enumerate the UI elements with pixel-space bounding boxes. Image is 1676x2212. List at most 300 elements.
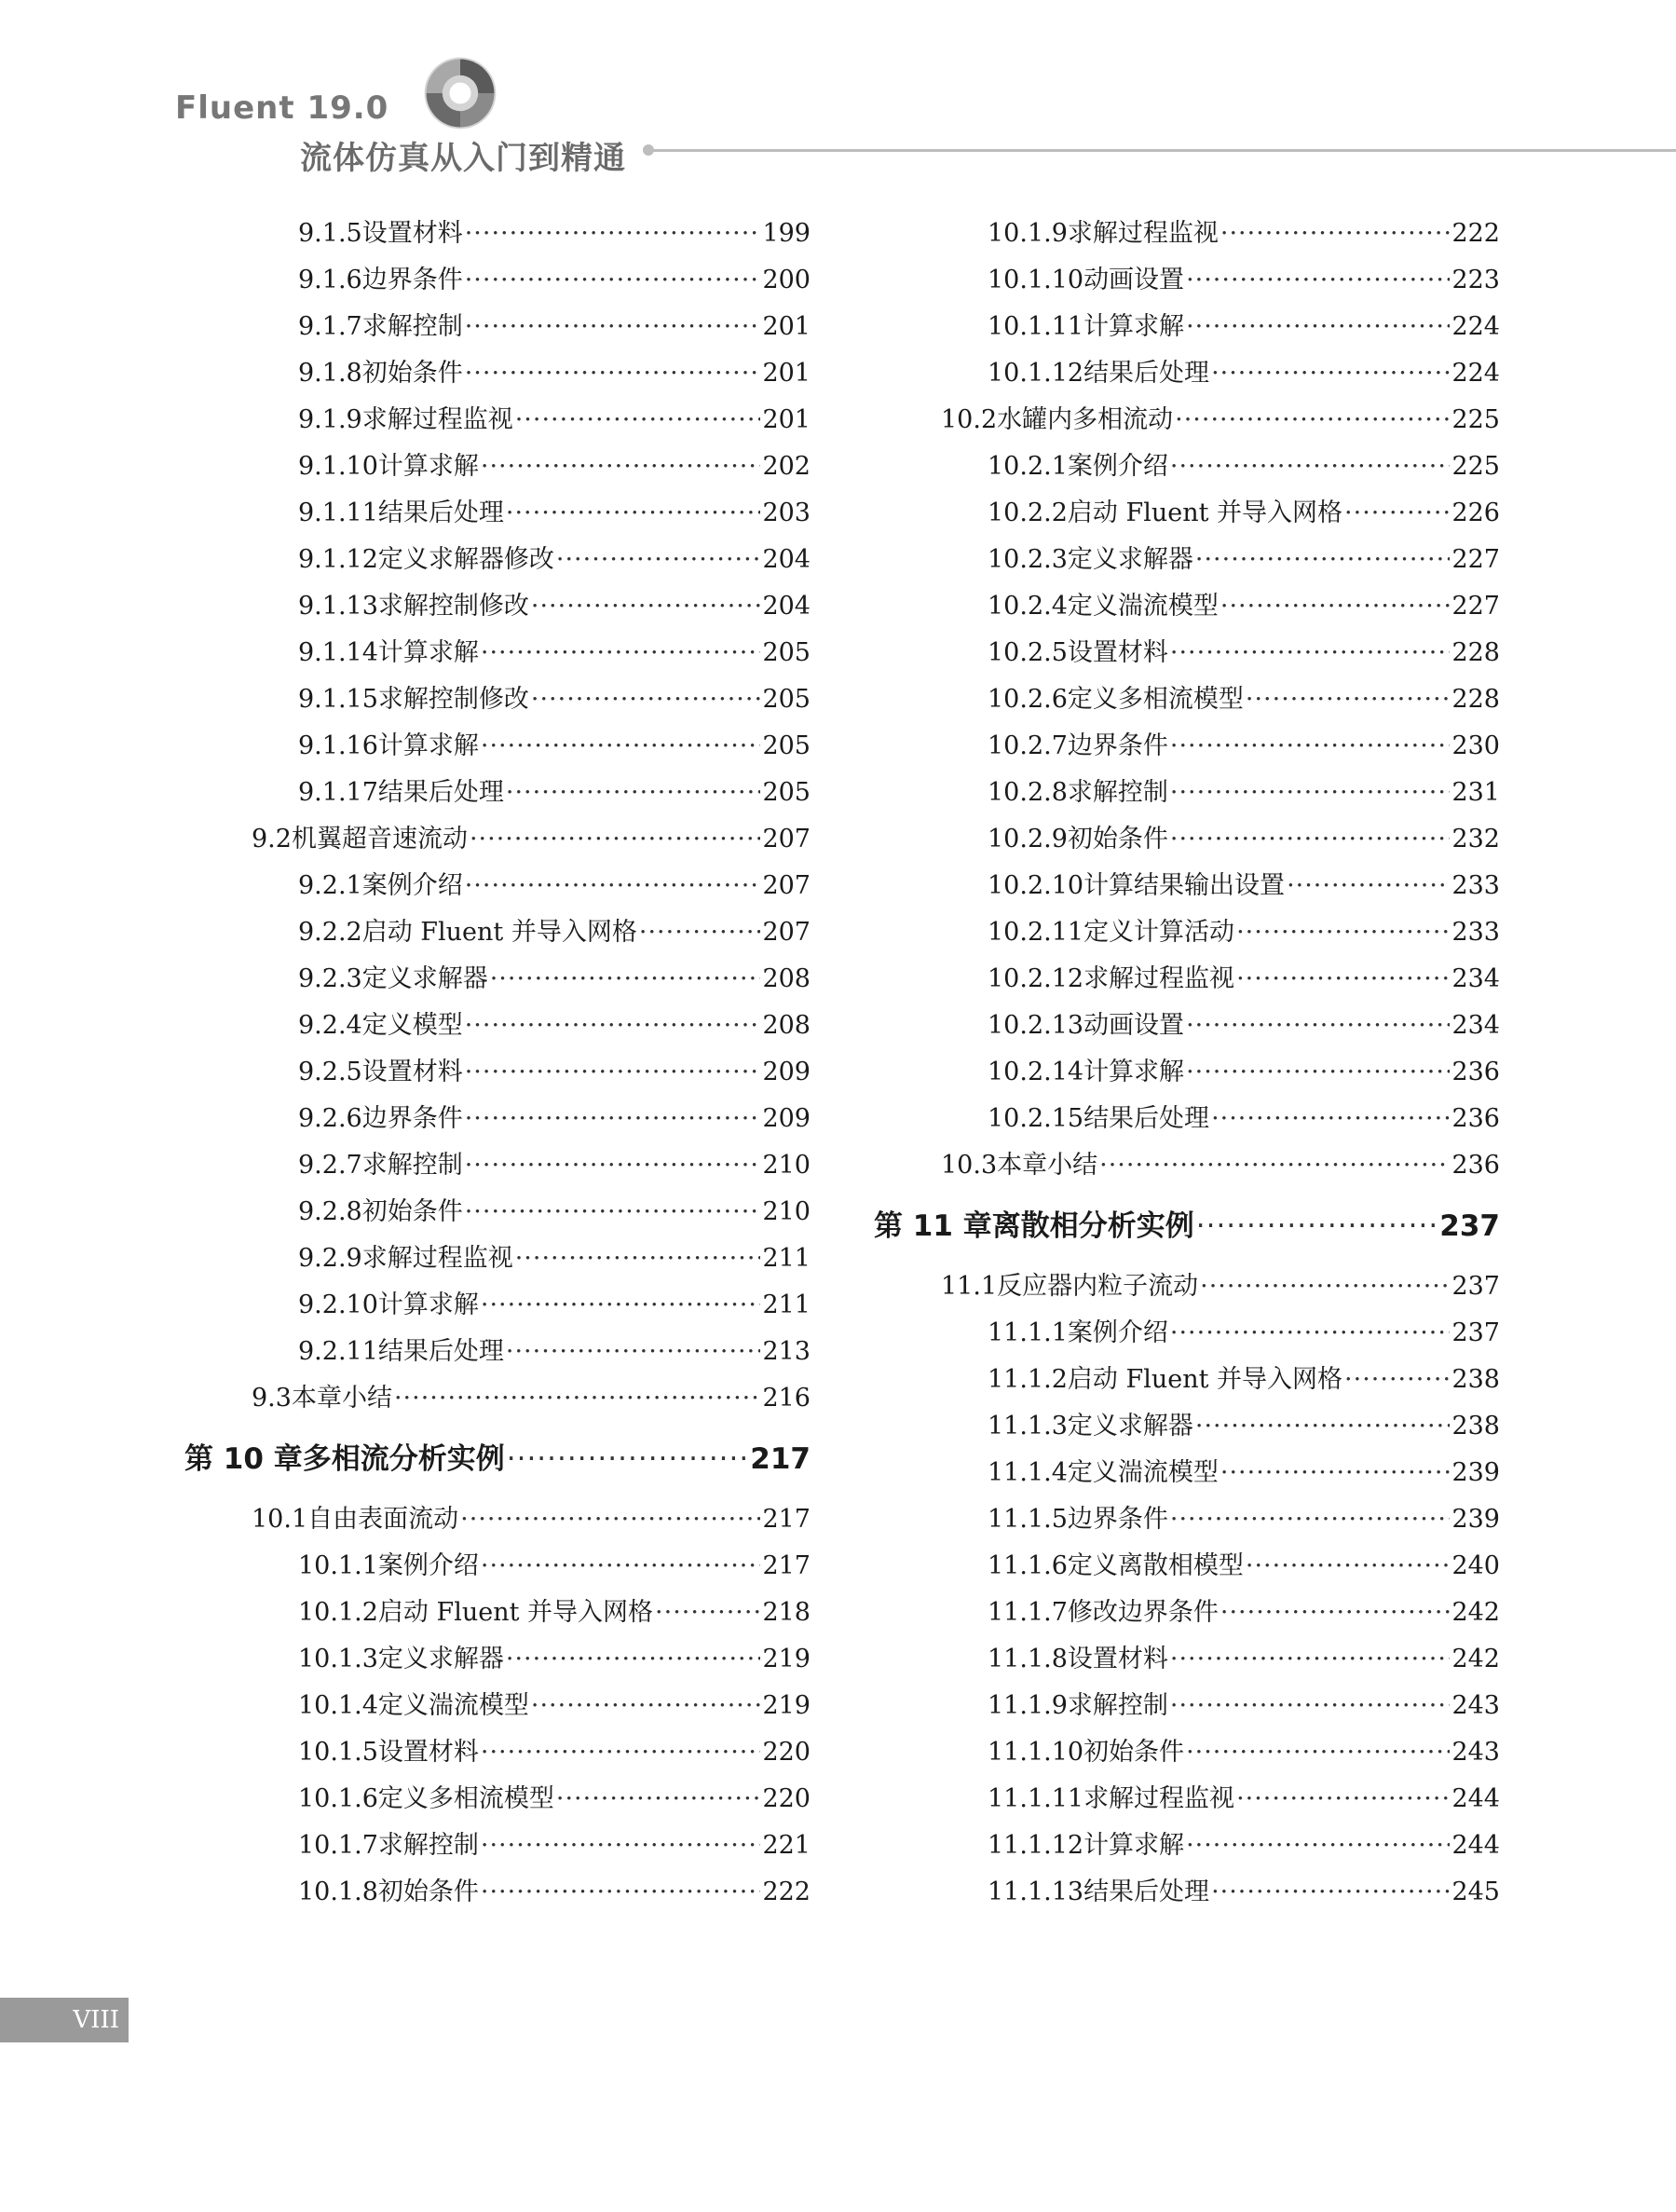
toc-entry-title: 初始条件: [1083, 1738, 1185, 1767]
toc-entry-title: 初始条件: [1067, 825, 1168, 853]
toc-subsection-entry: [857, 1823, 1500, 1869]
toc-entry-number: 9.2.1: [298, 871, 362, 900]
toc-entry-number: 9.2.3: [298, 964, 362, 993]
toc-section-entry: [168, 816, 811, 863]
toc-subsection-entry: [168, 909, 811, 956]
toc-subsection-entry: [857, 490, 1500, 537]
toc-leader-dots: [465, 257, 761, 304]
toc-entry-page: 239: [1451, 1458, 1500, 1487]
toc-entry-number: 9.2.6: [298, 1104, 362, 1133]
toc-subsection-entry: [857, 583, 1500, 630]
toc-subsection-entry: [168, 211, 811, 257]
toc-entry-page: 204: [762, 592, 811, 621]
toc-subsection-entry: [857, 770, 1500, 816]
toc-entry-page: 202: [762, 452, 811, 481]
toc-entry-page: 222: [762, 1877, 811, 1906]
toc-leader-dots: [556, 1776, 761, 1823]
toc-entry-number: 10.2.11: [988, 918, 1084, 947]
toc-entry-page: 205: [762, 638, 811, 667]
toc-leader-dots: [470, 816, 761, 863]
toc-entry-number: 10.3: [941, 1151, 998, 1180]
toc-entry-title: 本章小结: [291, 1384, 392, 1413]
toc-leader-dots: [481, 1869, 761, 1916]
toc-entry-page: 236: [1451, 1151, 1500, 1180]
toc-leader-dots: [655, 1590, 760, 1636]
toc-entry-number: 10.1: [252, 1505, 308, 1534]
toc-entry-number: 11.1.10: [988, 1738, 1084, 1767]
toc-entry-number: 10.1.4: [298, 1691, 378, 1720]
toc-entry-title: 结果后处理: [1083, 1877, 1210, 1906]
toc-leader-dots: [465, 1096, 761, 1142]
toc-leader-dots: [465, 350, 761, 397]
toc-entry-title: 结果后处理: [1083, 1104, 1210, 1133]
toc-entry-page: 219: [762, 1691, 811, 1720]
toc-entry-page: 227: [1451, 545, 1500, 574]
toc-entry-number: 11.1.6: [988, 1551, 1068, 1580]
toc-leader-dots: [490, 956, 761, 1003]
toc-subsection-entry: [857, 676, 1500, 723]
toc-subsection-entry: [857, 350, 1500, 397]
toc-entry-page: 228: [1451, 685, 1500, 714]
toc-entry-number: 11.1.12: [988, 1831, 1084, 1860]
toc-entry-number: 10.2.13: [988, 1011, 1084, 1040]
toc-subsection-entry: [857, 909, 1500, 956]
toc-entry-number: 10.2: [941, 405, 998, 434]
toc-entry-number: 11.1.9: [988, 1691, 1068, 1720]
toc-entry-number: 10.2.10: [988, 871, 1084, 900]
toc-subsection-entry: [857, 816, 1500, 863]
toc-entry-title: 机翼超音速流动: [291, 825, 468, 853]
toc-chapter-entry: [857, 1189, 1500, 1263]
toc-leader-dots: [1344, 490, 1450, 537]
toc-entry-number: 9.2.5: [298, 1058, 362, 1086]
toc-entry-number: 10.1.3: [298, 1645, 378, 1673]
toc-entry-number: 10.2.12: [988, 964, 1084, 993]
toc-entry-title: 自由表面流动: [307, 1505, 459, 1534]
toc-entry-number: 10.2.6: [988, 685, 1068, 714]
toc-entry-number: 9.1.7: [298, 312, 362, 341]
toc-subsection-entry: [857, 1683, 1500, 1729]
page-header: [0, 0, 1676, 196]
toc-entry-title: 计算求解: [377, 731, 479, 760]
toc-entry-number: 11.1: [941, 1272, 998, 1301]
toc-chapter-entry: [168, 1422, 811, 1496]
toc-entry-number: 10.2.7: [988, 731, 1068, 760]
toc-subsection-entry: [168, 1636, 811, 1683]
toc-entry-number: 10.1.8: [298, 1877, 378, 1906]
toc-leader-dots: [1236, 1776, 1450, 1823]
toc-subsection-entry: [168, 304, 811, 350]
toc-entry-number: 10.2.4: [988, 592, 1068, 621]
toc-entry-title: 计算求解: [1083, 1058, 1185, 1086]
toc-entry-title: 边界条件: [361, 1104, 463, 1133]
toc-entry-page: 237: [1451, 1272, 1500, 1301]
toc-entry-number: 9.1.11: [298, 498, 378, 527]
toc-leader-dots: [531, 583, 761, 630]
toc-entry-title: 求解控制: [1067, 1691, 1168, 1720]
toc-leader-dots: [465, 304, 761, 350]
toc-subsection-entry: [168, 1096, 811, 1142]
toc-entry-page: 205: [762, 731, 811, 760]
toc-entry-title: 计算求解: [1083, 1831, 1185, 1860]
toc-leader-dots: [1220, 583, 1451, 630]
toc-entry-title: 案例介绍: [1067, 1318, 1168, 1347]
toc-entry-page: 238: [1451, 1412, 1500, 1441]
toc-entry-number: 9.1.6: [298, 266, 362, 294]
toc-leader-dots: [460, 1496, 760, 1543]
toc-leader-dots: [465, 863, 761, 909]
toc-leader-dots: [394, 1375, 761, 1422]
toc-entry-title: 定义求解器: [1067, 545, 1193, 574]
toc-subsection-entry: [857, 1357, 1500, 1403]
toc-entry-page: 240: [1451, 1551, 1500, 1580]
toc-entry-title: 水罐内多相流动: [997, 405, 1174, 434]
toc-entry-number: 10.1.5: [298, 1738, 378, 1767]
toc-leader-dots: [1186, 1049, 1450, 1096]
toc-entry-number: 10.2.3: [988, 545, 1068, 574]
toc-entry-number: 9.1.12: [298, 545, 378, 574]
toc-entry-title: 定义多相流模型: [1067, 685, 1244, 714]
toc-subsection-entry: [168, 1003, 811, 1049]
toc-entry-title: 案例介绍: [361, 871, 463, 900]
toc-leader-dots: [515, 397, 761, 444]
toc-entry-page: 242: [1451, 1598, 1500, 1627]
toc-entry-page: 213: [762, 1337, 811, 1366]
toc-subsection-entry: [857, 444, 1500, 490]
toc-subsection-entry: [168, 583, 811, 630]
toc-entry-number: 9.2.8: [298, 1197, 362, 1226]
toc-subsection-entry: [168, 1590, 811, 1636]
toc-leader-dots: [1211, 1096, 1450, 1142]
toc-leader-dots: [639, 909, 761, 956]
toc-entry-number: 11.1.2: [988, 1365, 1068, 1394]
toc-entry-title: 计算求解: [377, 1290, 479, 1319]
toc-entry-page: 209: [762, 1058, 811, 1086]
toc-entry-page: 217: [762, 1551, 811, 1580]
toc-entry-page: 207: [762, 871, 811, 900]
toc-entry-title: 初始条件: [377, 1877, 479, 1906]
toc-subsection-entry: [857, 1403, 1500, 1450]
toc-subsection-entry: [168, 863, 811, 909]
toc-entry-page: 217: [750, 1442, 811, 1476]
toc-subsection-entry: [168, 1543, 811, 1590]
toc-entry-page: 204: [762, 545, 811, 574]
toc-entry-page: 205: [762, 778, 811, 807]
toc-entry-title: 动画设置: [1083, 266, 1185, 294]
toc-leader-dots: [1170, 630, 1451, 676]
toc-entry-page: 220: [762, 1784, 811, 1813]
toc-entry-number: 10.1.11: [988, 312, 1084, 341]
toc-entry-page: 234: [1451, 1011, 1500, 1040]
toc-entry-title: 设置材料: [361, 1058, 463, 1086]
toc-section-entry: [857, 397, 1500, 444]
toc-entry-page: 225: [1451, 452, 1500, 481]
toc-entry-page: 244: [1451, 1831, 1500, 1860]
toc-entry-title: 求解过程监视: [1067, 219, 1219, 248]
toc-subsection-entry: [168, 676, 811, 723]
toc-entry-title: 求解过程监视: [361, 1244, 513, 1273]
toc-entry-page: 223: [1451, 266, 1500, 294]
toc-entry-page: 207: [762, 918, 811, 947]
toc-entry-title: 案例介绍: [377, 1551, 479, 1580]
toc-entry-page: 231: [1451, 778, 1500, 807]
toc-section-entry: [168, 1496, 811, 1543]
toc-subsection-entry: [168, 630, 811, 676]
toc-entry-page: 208: [762, 964, 811, 993]
book-subtitle: 流体仿真从入门到精通: [300, 140, 626, 177]
toc-subsection-entry: [857, 1776, 1500, 1823]
toc-entry-page: 203: [762, 498, 811, 527]
toc-leader-dots: [481, 1282, 761, 1329]
toc-entry-title: 定义求解器修改: [377, 545, 554, 574]
toc-entry-page: 227: [1451, 592, 1500, 621]
toc-entry-title: 求解控制修改: [377, 592, 529, 621]
toc-entry-page: 207: [762, 825, 811, 853]
toc-entry-title: 定义模型: [361, 1011, 463, 1040]
toc-entry-number: 9.1.9: [298, 405, 362, 434]
toc-entry-number: 9.1.10: [298, 452, 378, 481]
toc-entry-number: 10.2.15: [988, 1104, 1084, 1133]
toc-entry-number: 10.2.8: [988, 778, 1068, 807]
toc-entry-number: 10.1.6: [298, 1784, 378, 1813]
toc-entry-title: 初始条件: [361, 1197, 463, 1226]
toc-entry-title: 定义求解器: [1067, 1412, 1193, 1441]
toc-entry-page: 234: [1451, 964, 1500, 993]
toc-leader-dots: [1170, 1496, 1451, 1543]
toc-subsection-entry: [168, 257, 811, 304]
toc-leader-dots: [1236, 909, 1450, 956]
toc-entry-page: 239: [1451, 1505, 1500, 1534]
toc-entry-number: 9.2.9: [298, 1244, 362, 1273]
toc-leader-dots: [1195, 1403, 1451, 1450]
toc-entry-page: 233: [1451, 871, 1500, 900]
toc-entry-number: 10.2.2: [988, 498, 1068, 527]
toc-leader-dots: [465, 1189, 761, 1236]
toc-subsection-entry: [168, 1282, 811, 1329]
toc-entry-number: 11.1.11: [988, 1784, 1084, 1813]
toc-entry-page: 201: [762, 359, 811, 388]
toc-entry-number: 9.1.5: [298, 219, 362, 248]
toc-entry-title: 定义湍流模型: [1067, 1458, 1219, 1487]
toc-entry-page: 211: [762, 1290, 811, 1319]
toc-entry-page: 226: [1451, 498, 1500, 527]
toc-subsection-entry: [857, 1636, 1500, 1683]
toc-entry-page: 237: [1439, 1209, 1500, 1243]
toc-subsection-entry: [168, 723, 811, 770]
toc-entry-number: 9.1.15: [298, 685, 378, 714]
toc-entry-title: 求解过程监视: [1083, 964, 1235, 993]
toc-entry-page: 236: [1451, 1058, 1500, 1086]
toc-entry-page: 224: [1451, 359, 1500, 388]
toc-leader-dots: [1287, 863, 1450, 909]
toc-leader-dots: [481, 1729, 761, 1776]
toc-entry-title: 求解控制: [361, 312, 463, 341]
toc-leader-dots: [1170, 1636, 1451, 1683]
toc-entry-title: 边界条件: [1067, 731, 1168, 760]
toc-entry-number: 9.1.8: [298, 359, 362, 388]
toc-subsection-entry: [168, 956, 811, 1003]
toc-subsection-entry: [857, 1096, 1500, 1142]
toc-subsection-entry: [857, 1590, 1500, 1636]
toc-entry-number: 9.2.10: [298, 1290, 378, 1319]
toc-entry-number: 第 11 章: [874, 1209, 992, 1243]
toc-entry-number: 10.1.10: [988, 266, 1084, 294]
toc-subsection-entry: [857, 956, 1500, 1003]
toc-subsection-entry: [168, 444, 811, 490]
toc-entry-number: 第 10 章: [184, 1442, 303, 1476]
toc-leader-dots: [465, 1049, 761, 1096]
toc-subsection-entry: [857, 1049, 1500, 1096]
toc-entry-title: 定义多相流模型: [377, 1784, 554, 1813]
toc-entry-title: 结果后处理: [1083, 359, 1210, 388]
toc-entry-title: 案例介绍: [1067, 452, 1168, 481]
toc-entry-title: 反应器内粒子流动: [997, 1272, 1199, 1301]
toc-entry-number: 9.3: [252, 1384, 292, 1413]
toc-entry-number: 9.2.4: [298, 1011, 362, 1040]
toc-leader-dots: [481, 723, 761, 770]
toc-entry-title: 设置材料: [1067, 1645, 1168, 1673]
toc-leader-dots: [1170, 770, 1451, 816]
toc-leader-dots: [1220, 1450, 1451, 1496]
toc-entry-number: 10.2.14: [988, 1058, 1084, 1086]
toc-subsection-entry: [168, 1869, 811, 1916]
book-brand: Fluent 19.0: [175, 89, 389, 127]
toc-entry-page: 245: [1451, 1877, 1500, 1906]
toc-subsection-entry: [168, 537, 811, 583]
toc-entry-page: 221: [762, 1831, 811, 1860]
toc-entry-number: 11.1.4: [988, 1458, 1068, 1487]
toc-subsection-entry: [168, 350, 811, 397]
toc-leader-dots: [1344, 1357, 1450, 1403]
toc-entry-number: 10.1.2: [298, 1598, 378, 1627]
toc-subsection-entry: [168, 1189, 811, 1236]
toc-leader-dots: [1236, 956, 1450, 1003]
toc-entry-page: 224: [1451, 312, 1500, 341]
toc-entry-title: 离散相分析实例: [991, 1209, 1194, 1243]
toc-entry-title: 定义湍流模型: [1067, 592, 1219, 621]
toc-leader-dots: [481, 1823, 761, 1869]
toc-entry-page: 222: [1451, 219, 1500, 248]
toc-entry-number: 10.2.5: [988, 638, 1068, 667]
toc-leader-dots: [1220, 1590, 1451, 1636]
toc-entry-number: 10.2.9: [988, 825, 1068, 853]
toc-entry-page: 216: [762, 1384, 811, 1413]
toc-entry-number: 11.1.5: [988, 1505, 1068, 1534]
toc-subsection-entry: [857, 1450, 1500, 1496]
toc-entry-number: 11.1.1: [988, 1318, 1068, 1347]
toc-leader-dots: [1211, 1869, 1450, 1916]
toc-subsection-entry: [168, 770, 811, 816]
toc-entry-title: 计算求解: [1083, 312, 1185, 341]
toc-entry-page: 200: [762, 266, 811, 294]
toc-entry-title: 启动 Fluent 并导入网格: [1067, 498, 1343, 527]
toc-subsection-entry: [857, 1003, 1500, 1049]
toc-entry-page: 205: [762, 685, 811, 714]
toc-entry-title: 定义湍流模型: [377, 1691, 529, 1720]
toc-leader-dots: [506, 490, 761, 537]
toc-leader-dots: [481, 630, 761, 676]
toc-subsection-entry: [857, 1869, 1500, 1916]
toc-subsection-entry: [857, 1310, 1500, 1357]
toc-leader-dots: [506, 1329, 761, 1375]
toc-entry-title: 求解控制: [377, 1831, 479, 1860]
toc-entry-page: 218: [762, 1598, 811, 1627]
toc-entry-page: 237: [1451, 1318, 1500, 1347]
toc-entry-title: 启动 Fluent 并导入网格: [1067, 1365, 1343, 1394]
toc-entry-page: 211: [762, 1244, 811, 1273]
toc-subsection-entry: [857, 304, 1500, 350]
toc-entry-title: 求解过程监视: [361, 405, 513, 434]
toc-entry-title: 初始条件: [361, 359, 463, 388]
toc-entry-number: 10.1.9: [988, 219, 1068, 248]
toc-leader-dots: [1186, 1823, 1450, 1869]
toc-entry-number: 9.2: [252, 825, 292, 853]
toc-subsection-entry: [168, 1049, 811, 1096]
toc-leader-dots: [1200, 1263, 1450, 1310]
toc-subsection-entry: [168, 1729, 811, 1776]
toc-entry-title: 设置材料: [377, 1738, 479, 1767]
toc-subsection-entry: [168, 397, 811, 444]
toc-subsection-entry: [168, 1683, 811, 1729]
toc-subsection-entry: [857, 863, 1500, 909]
toc-subsection-entry: [857, 537, 1500, 583]
toc-entry-page: 232: [1451, 825, 1500, 853]
toc-entry-page: 199: [762, 219, 811, 248]
toc-entry-title: 定义求解器: [377, 1645, 504, 1673]
header-rule: [652, 149, 1676, 152]
toc-leader-dots: [465, 1003, 761, 1049]
toc-entry-title: 求解过程监视: [1083, 1784, 1235, 1813]
toc-entry-page: 210: [762, 1197, 811, 1226]
toc-subsection-entry: [857, 630, 1500, 676]
toc-subsection-entry: [857, 1543, 1500, 1590]
toc-subsection-entry: [168, 1823, 811, 1869]
toc-leader-dots: [1195, 537, 1451, 583]
toc-section-entry: [168, 1375, 811, 1422]
toc-entry-number: 9.1.13: [298, 592, 378, 621]
toc-right-column: [857, 211, 1500, 1916]
toc-entry-title: 启动 Fluent 并导入网格: [361, 918, 637, 947]
toc-entry-title: 边界条件: [1067, 1505, 1168, 1534]
toc-entry-page: 242: [1451, 1645, 1500, 1673]
toc-entry-number: 10.1.7: [298, 1831, 378, 1860]
toc-leader-dots: [506, 770, 761, 816]
swirl-logo-icon: [416, 48, 505, 138]
toc-leader-dots: [531, 676, 761, 723]
toc-entry-title: 计算结果输出设置: [1083, 871, 1286, 900]
toc-entry-page: 220: [762, 1738, 811, 1767]
toc-entry-page: 217: [762, 1505, 811, 1534]
toc-entry-title: 求解控制: [1067, 778, 1168, 807]
toc-leader-dots: [1186, 304, 1450, 350]
toc-leader-dots: [506, 1636, 761, 1683]
toc-entry-page: 225: [1451, 405, 1500, 434]
toc-subsection-entry: [857, 723, 1500, 770]
toc-subsection-entry: [168, 1776, 811, 1823]
toc-entry-title: 定义计算活动: [1083, 918, 1235, 947]
toc-leader-dots: [481, 444, 761, 490]
toc-leader-dots: [1170, 1310, 1451, 1357]
toc-entry-title: 设置材料: [1067, 638, 1168, 667]
toc-entry-page: 243: [1451, 1738, 1500, 1767]
toc-leader-dots: [515, 1236, 761, 1282]
toc-entry-number: 11.1.3: [988, 1412, 1068, 1441]
toc-leader-dots: [1186, 257, 1450, 304]
toc-leader-dots: [465, 211, 761, 257]
toc-leader-dots: [556, 537, 761, 583]
toc-entry-page: 208: [762, 1011, 811, 1040]
toc-entry-title: 结果后处理: [377, 498, 504, 527]
